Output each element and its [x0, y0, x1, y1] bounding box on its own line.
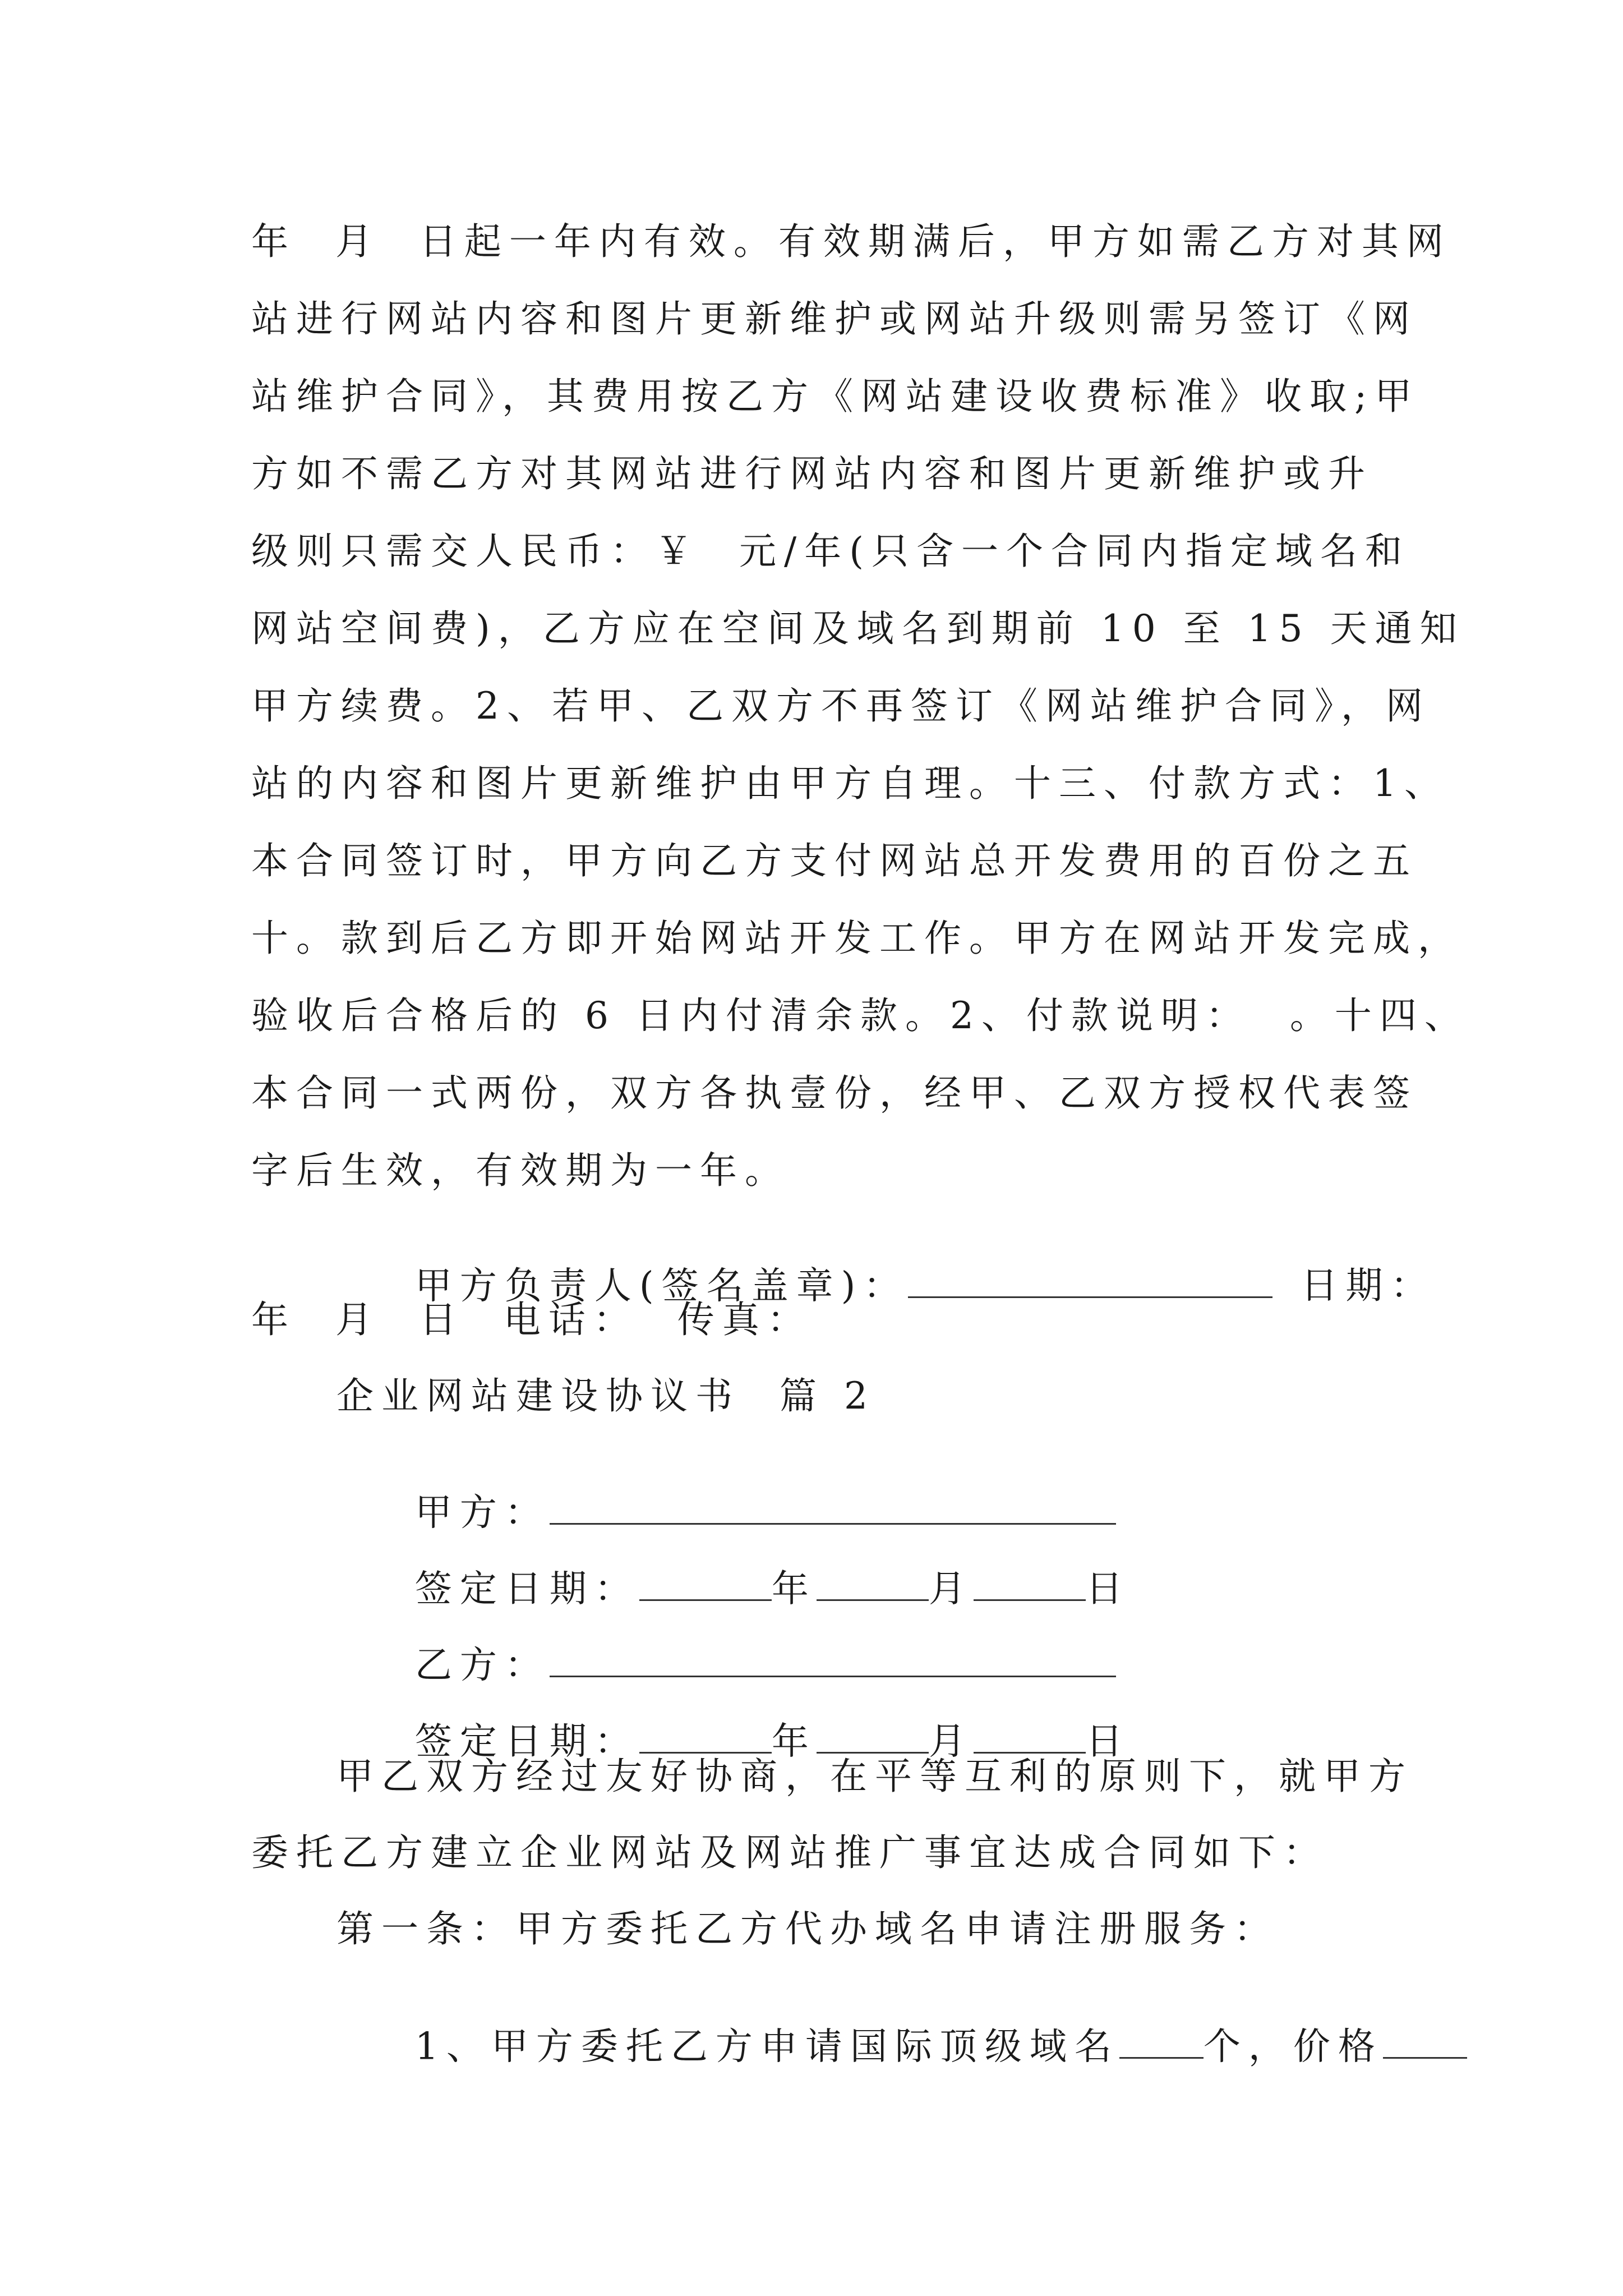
item-1-text-a: 1、甲方委托乙方申请国际顶级域名 — [414, 2024, 1119, 2068]
day-label: 日 — [1085, 1719, 1131, 1763]
month-blank[interactable] — [817, 1719, 929, 1754]
section-title: 企业网站建设协议书 篇 2 — [336, 1374, 875, 1418]
month-label: 月 — [928, 1567, 974, 1611]
day-label: 日 — [1085, 1567, 1131, 1611]
paragraph-line: 验收后合格后的 6 日内付清余款。2、付款说明： 。十四、 — [251, 994, 1469, 1037]
month-blank[interactable] — [817, 1566, 929, 1601]
paragraph-line: 站的内容和图片更新维护由甲方自理。十三、付款方式：1、 — [251, 762, 1449, 805]
sign-date-label: 签定日期： — [414, 1567, 639, 1611]
paragraph-line: 本合同一式两份，双方各执壹份，经甲、乙双方授权代表签 — [251, 1071, 1418, 1115]
domain-count-blank[interactable] — [1119, 2024, 1204, 2059]
year-blank[interactable] — [639, 1566, 772, 1601]
paragraph-line: 本合同签订时，甲方向乙方支付网站总开发费用的百份之五 — [251, 839, 1418, 882]
year-blank[interactable] — [639, 1719, 772, 1754]
intro-line: 甲乙双方经过友好协商，在平等互利的原则下，就甲方 — [336, 1755, 1413, 1798]
article-1-item-1 — [336, 1987, 1467, 2102]
paragraph-line: 站进行网站内容和图片更新维护或网站升级则需另签订《网 — [251, 297, 1418, 341]
sign-date-label: 签定日期： — [414, 1719, 639, 1763]
signature-blank[interactable] — [908, 1263, 1272, 1298]
day-blank[interactable] — [974, 1719, 1086, 1754]
paragraph-line: 网站空间费)，乙方应在空间及域名到期前 10 至 15 天通知 — [251, 607, 1465, 650]
article-1-title: 第一条：甲方委托乙方代办域名申请注册服务： — [336, 1907, 1279, 1950]
paragraph-line: 级则只需交人民币：￥ 元/年(只含一个合同内指定域名和 — [251, 530, 1410, 573]
party-a-label: 甲方： — [414, 1490, 550, 1534]
party-b-blank[interactable] — [550, 1642, 1116, 1677]
paragraph-line: 站维护合同》，其费用按乙方《网站建设收费标准》收取;甲 — [251, 375, 1420, 418]
date-label: 日期： — [1301, 1264, 1436, 1308]
signature-label: 甲方负责人(签名盖章)： — [414, 1264, 909, 1308]
item-1-text-b: 个，价格 — [1203, 2024, 1383, 2068]
day-blank[interactable] — [974, 1566, 1086, 1601]
year-label: 年 — [771, 1719, 817, 1763]
paragraph-line: 甲方续费。2、若甲、乙双方不再签订《网站维护合同》，网 — [251, 684, 1431, 728]
intro-line: 委托乙方建立企业网站及网站推广事宜达成合同如下： — [251, 1831, 1328, 1874]
paragraph-line: 字后生效，有效期为一年。 — [251, 1149, 790, 1192]
party-b-label: 乙方： — [414, 1643, 550, 1687]
year-label: 年 — [771, 1567, 817, 1611]
party-a-blank[interactable] — [550, 1490, 1116, 1525]
signature-details: 年 月 日 电话： 传真： — [251, 1298, 812, 1341]
paragraph-line: 方如不需乙方对其网站进行网站内容和图片更新维护或升 — [251, 452, 1373, 495]
month-label: 月 — [928, 1719, 974, 1763]
paragraph-line: 年 月 日起一年内有效。有效期满后，甲方如需乙方对其网 — [251, 220, 1451, 263]
paragraph-line: 十。款到后乙方即开始网站开发工作。甲方在网站开发完成， — [251, 917, 1463, 960]
price-blank[interactable] — [1383, 2024, 1467, 2059]
